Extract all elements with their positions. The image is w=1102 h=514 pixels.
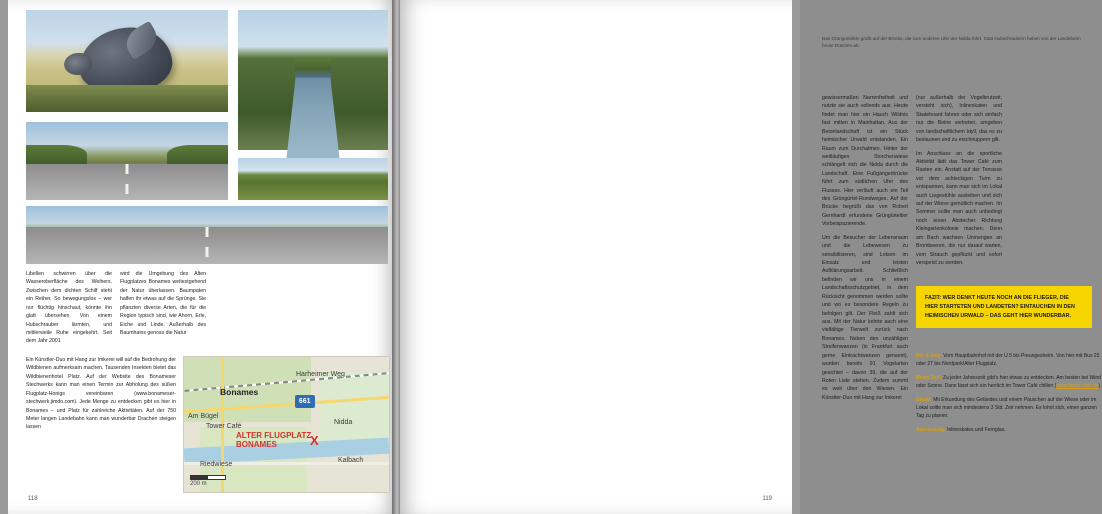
paragraph: Um die Besucher der Lebensraum und die Lebewesen zu sensibilisieren, sind Lotsen im Einsatz und leisten Aufklärungsarbeit. Schließlich befinden wir uns in einem Landschaftsschutzgebiet, in dem Rücksicht genommen werden sollte und wo es besondere Regeln zu befolgen gilt. Der Fleiß zahlt sich aus. Mit der Natur kehrte auch eine vielfältige Tierwelt zurück nach Bonames. Neben den unzähligen Streifenwanzen (in Frankfurt auch gerne Eintrachtwanzen genannt), wurden bereits 91 Vogelarten gesichtet – davon 39, die auf der Roten Liste stehen. Zudem summt es weit über den Wiesen. Ein Künstler-Duo mit Hang zur Imkerei bbox=[822, 234, 908, 401]
page-number-left: 118 bbox=[28, 496, 38, 502]
info-row-dauer bbox=[916, 396, 1102, 420]
paragraph: Libellen schwirren über die Wasseroberfläche des Weihers. Zwischen dem dichten Schilf steht ein Reiher. So bewegungslos – wer nur flüchtig hinschaut, könnte ihn glatt übersehen. Von einem Hubschrauber lärmten, und mittlerweile Ruhe eingekehrt. Seit dem Jahr 2001 bbox=[26, 271, 112, 345]
paragraph: wird die Umgebung des Alten Flugplatzes Bonames weitestgehend der Natur überlassen. Baumpaten halfen ihr etwas auf die Sprünge. Sie pflanzten diverse Arten, die für die Region typisch sind, wie Ahorn, Erle, Eiche und Linde. Außerhalb des Baumhains genoss die Natur bbox=[120, 271, 206, 336]
map-label-tower-cafe: Tower Café bbox=[206, 423, 242, 430]
info-list bbox=[916, 352, 1102, 440]
info-key: Hin & weg: bbox=[916, 353, 942, 359]
info-value: Mit Erkundung des Geländes und einem Päuschen auf der Wiese oder im Lokal sollte man sich mindestens 3 Std. Zeit nehmen. Es lohnt sich, einen ganzen Tag zu planen. bbox=[916, 397, 1097, 419]
left-column-3 bbox=[26, 356, 176, 437]
info-row-beste-zeit bbox=[916, 374, 1102, 390]
page-number-right: 119 bbox=[762, 496, 772, 502]
left-page bbox=[8, 0, 396, 514]
info-key: Ausrüstung: bbox=[916, 427, 946, 433]
right-column-1 bbox=[822, 94, 908, 407]
map-label-nidda: Nidda bbox=[334, 419, 353, 426]
right-page bbox=[400, 0, 1102, 514]
map-alter-flugplatz-bonames[interactable] bbox=[183, 356, 390, 493]
photo-runway-strip bbox=[26, 206, 388, 264]
info-key: Beste Zeit: bbox=[916, 375, 942, 381]
info-link-tower-cafe[interactable]: www.tower-cafe.de bbox=[1056, 383, 1099, 389]
map-scale-bar bbox=[190, 475, 226, 480]
photo-flying-pig-sculpture bbox=[26, 10, 228, 112]
map-label-bonames: Bonames bbox=[220, 387, 259, 397]
paragraph: Ein Künstler-Duo mit Hang zur Imkerei will auf die Bedrohung der Wildbienen aufmerksam machen. Tausenden Insekten bietet das Wildbienenhotel Platz. Auf der Website des Bonameser Stechwerks kann man einen Termin zur Abholung des süßen Flugplatz-Honigs vereinbaren (www.bonameser-stechwerk.jimdo.com). Jede Menge zu entdecken gibt es hier in Bonames – und Platz für zahlreiche Aktivitäten. Auf der 750 Meter langen Landebahn kann man wunderbar Drachen steigen lassen bbox=[26, 357, 176, 431]
info-value: Inlineskates und Fernglas. bbox=[945, 427, 1006, 433]
map-scale bbox=[190, 475, 226, 487]
map-label-kalbach: Kalbach bbox=[338, 457, 364, 464]
info-key: Dauer: bbox=[916, 397, 932, 403]
info-value: Vom Hauptbahnhof mit der U 5 bis Preungesheim. Von hier mit Bus 25 oder 27 bis Nordpark/Alter Flugplatz. bbox=[916, 353, 1100, 367]
photo-country-road bbox=[26, 122, 228, 200]
paragraph: gewissermaßen Narrenfreiheit und nutzte sie auch vollends aus. Heute findet man hier ein Hauch Wildnis fast mitten in Mainhattan. Aus der Betonlandschaft ist ein Stück heimischer Urwald entstanden. Ein Raum zum Durchatmen. Hinter der weitläufigen Storchenwiese schlängelt sich die Nidda durch die Landschaft. Eine Fußgängerbrücke führt zum südlichen Ufer des Flusses. Hier verläuft auch ein Teil des Grüngürtel-Rundweges. Auf der Brücke begrüßt das von Robert Gernhardt erfundene Grüngürteltier Vorbeispazierende. bbox=[822, 95, 908, 228]
info-value-after: ). bbox=[1098, 383, 1102, 389]
map-road-shield: 661 bbox=[295, 395, 315, 408]
photo-meadow-field bbox=[238, 158, 388, 200]
map-label-alter-flugplatz: ALTER FLUGPLATZ bbox=[236, 431, 312, 440]
map-label-riedwiese: Riedwiese bbox=[200, 461, 233, 468]
photo-canal-with-trees bbox=[238, 10, 388, 150]
fazit-box bbox=[916, 286, 1092, 328]
map-label-bonames-red: BONAMES bbox=[236, 440, 277, 449]
map-label-am-buegel: Am Bügel bbox=[188, 413, 219, 420]
paragraph: Im Anschluss an die sportliche Aktivität lädt das Tower Café zum Rasten ein. Anstatt auf der Terrasse vor dem achteckigen Turm zu entspannen, kann man sich im Lokal auch Liegestühle ausleihen und sich auf der Wiese gemütlich machen. Im Sommer sollte man auch unbedingt noch einen Abstecher Richtung Kleingartenkolonie machen. Denn am Bach wachsen Unmengen an Brombeeren, die nur darauf warten, vom Strauch gepflückt und sofort verspeist zu werden. bbox=[916, 150, 1002, 267]
info-row-ausruestung bbox=[916, 426, 1102, 434]
paragraph: (nur außerhalb der Vogelbrutzeit, versteht sich), Inlineskaten und Skateboard fahren oder sich einfach nur die Beine vertreten, umgeben von landschaftlichem Idyll, das es zu bestaunen und zu erschnuppern gilt. bbox=[916, 95, 1002, 144]
right-column-2 bbox=[916, 94, 1002, 272]
photo-caption: Das Grüngürteltier grüßt auf der Brücke, die zum anderen Ufer der Nidda führt. Statt Hubschraubern heben von der Landebahn heute Drachen ab. bbox=[822, 36, 1081, 48]
left-column-1 bbox=[26, 270, 112, 351]
map-label-harheimer-weg: Harheimer Weg bbox=[296, 371, 345, 378]
info-row-hin-und-weg bbox=[916, 352, 1102, 368]
left-column-2 bbox=[120, 270, 206, 342]
fazit-text: FAZIT: WER DENKT HEUTE NOCH AN DIE FLIEGER, DIE HIER STARTETEN UND LANDETEN? EINTAUCHEN IN DEN HEIMISCHEN URWALD – DAS GEHT HIER WUNDERBAR. bbox=[925, 295, 1075, 319]
info-value: Zu jeder Jahreszeit gibt's hier etwas zu entdecken. Am besten bei Wind oder Sonne. Dann lässt sich ein herrlich im Tower Café chillen ( bbox=[916, 375, 1101, 389]
map-scale-label: 200 m bbox=[190, 481, 207, 487]
map-marker-x: X bbox=[310, 433, 319, 448]
